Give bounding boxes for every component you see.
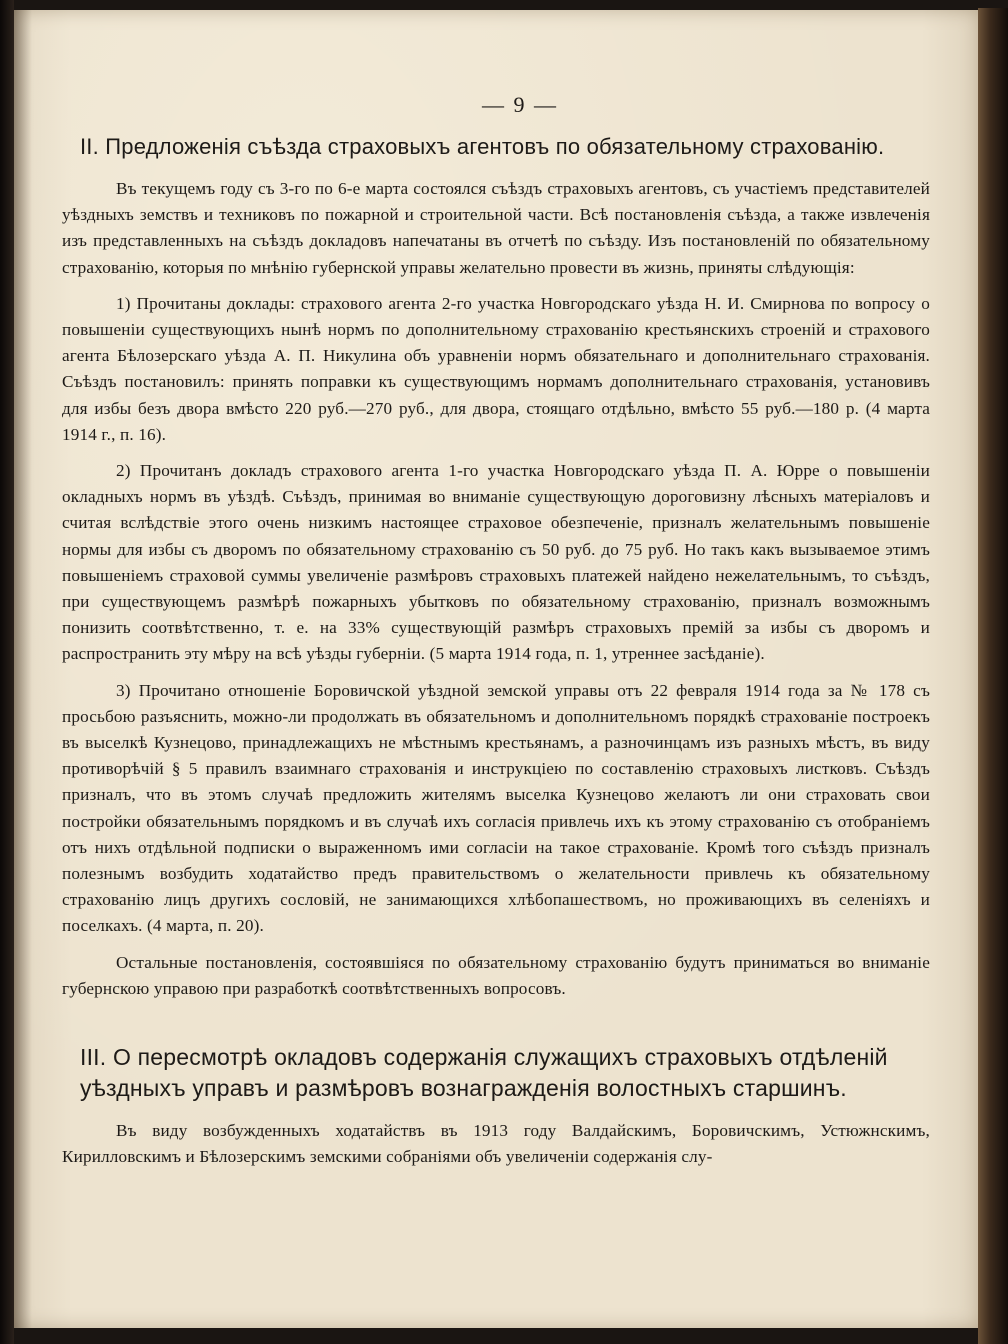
binding-shadow	[14, 10, 32, 1328]
page-edge-right	[978, 8, 1008, 1344]
paragraph-section-3: Въ виду возбужденныхъ ходатайствъ въ 1913 году Валдайскимъ, Боровичскимъ, Устюжнскимъ, Кирилловскимъ и Бѣлозерскимъ земскими собраніями объ увеличеніи содержанія слу-	[62, 1121, 930, 1167]
section-3-heading: III. О пересмотрѣ окладовъ содержанія служащихъ страховыхъ отдѣленій уѣздныхъ управъ и размѣровъ вознагражденія волостныхъ старшинъ.	[80, 1044, 888, 1102]
paragraph-closing: Остальные постановленія, состоявшіяся по обязательному страхованію будутъ приниматься во вниманіе губернскою управою при разработкѣ соотвѣтственныхъ вопросовъ.	[62, 952, 930, 998]
page-number: — 9 —	[482, 92, 558, 117]
paragraph-item-1: 1) Прочитаны доклады: страхового агента 2-го участка Новгородскаго уѣзда Н. И. Смирнова по вопросу о повышеніи существующихъ нынѣ нормъ по дополнительному страхованію крестьянскихъ строеній и страхового агента Бѣлозерскаго уѣзда А. П. Никулина объ уравненіи нормъ обязательнаго и дополнительнаго страхованія. Съѣздъ постановилъ: принять поправки къ существующимъ нормамъ дополнительнаго страхованія, установивъ для избы безъ двора вмѣсто 220 руб.—270 руб., для двора, стоящаго отдѣльно, вмѣсто 55 руб.—180 р. (4 марта 1914 г., п. 16).	[62, 293, 930, 444]
page-content	[62, 92, 930, 1181]
scan-background-left	[0, 0, 14, 1344]
paragraph-item-3: 3) Прочитано отношеніе Боровичской уѣздной земской управы отъ 22 февраля 1914 года за № 178 съ просьбою разъяснить, можно-ли продолжать въ обязательномъ и дополнительномъ порядкѣ страхованіе построекъ въ выселкѣ Кузнецово, принадлежащихъ не мѣстнымъ крестьянамъ, а разночинцамъ изъ разныхъ мѣстъ, въ виду противорѣчій § 5 правилъ взаимнаго страхованія и инструкціею по составленію страховыхъ листковъ. Съѣздъ призналъ, что въ этомъ случаѣ предложить жителямъ выселка Кузнецово желаютъ ли они страховать свои постройки обязательнымъ порядкомъ и въ случаѣ ихъ согласія привлечь ихъ къ этому страхованію съ отобраніемъ отъ нихъ отдѣльной подписки о выраженномъ ими согласіи на такое страхованіе. Кромѣ того съѣздъ призналъ полезнымъ возбудить ходатайство предъ правительствомъ о желательности привлечь къ обязательному страхованію лицъ другихъ сословій, не занимающихся хлѣбопашествомъ, но проживающихъ въ селеніяхъ и поселкахъ. (4 марта, п. 20).	[62, 680, 930, 936]
paragraph-intro: Въ текущемъ году съ 3-го по 6-е марта состоялся съѣздъ страховыхъ агентовъ, съ участіемъ представителей уѣздныхъ земствъ и техниковъ по пожарной и строительной части. Всѣ постановленія съѣзда, а также извлеченія изъ представленныхъ на съѣздъ докладовъ напечатаны въ отчетѣ по съѣзду. Изъ постановленій по обязательному страхованію, которыя по мнѣнію губернской управы желательно провести въ жизнь, приняты слѣдующія:	[62, 179, 930, 277]
section-2-heading: II. Предложенія съѣзда страховыхъ агентовъ по обязательному страхованію.	[80, 134, 885, 159]
section-gap	[62, 1012, 930, 1034]
paragraph-item-2: 2) Прочитанъ докладъ страхового агента 1-го участка Новгородскаго уѣзда П. А. Юрре о повышеніи окладныхъ нормъ въ уѣздѣ. Съѣздъ, принимая во вниманіе существующую дороговизну лѣсныхъ матеріаловъ и считая вслѣдствіе этого очень низкимъ настоящее страховое обезпеченіе, призналъ желательнымъ повышеніе нормы для избы съ дворомъ по обязательному страхованію съ 50 руб. до 75 руб. Но такъ какъ вызываемое этимъ повышеніемъ страховой суммы увеличеніе размѣровъ страховыхъ платежей найдено нежелательнымъ, то съѣздъ, при существующемъ размѣрѣ пожарныхъ убытковъ по обязательному страхованію, призналъ возможнымъ понизить соотвѣтственно, т. е. на 33% существующій размѣръ страховыхъ премій за избы съ дворомъ и распространить эту мѣру на всѣ уѣзды губерніи. (5 марта 1914 года, п. 1, утреннее засѣданіе).	[62, 461, 930, 664]
